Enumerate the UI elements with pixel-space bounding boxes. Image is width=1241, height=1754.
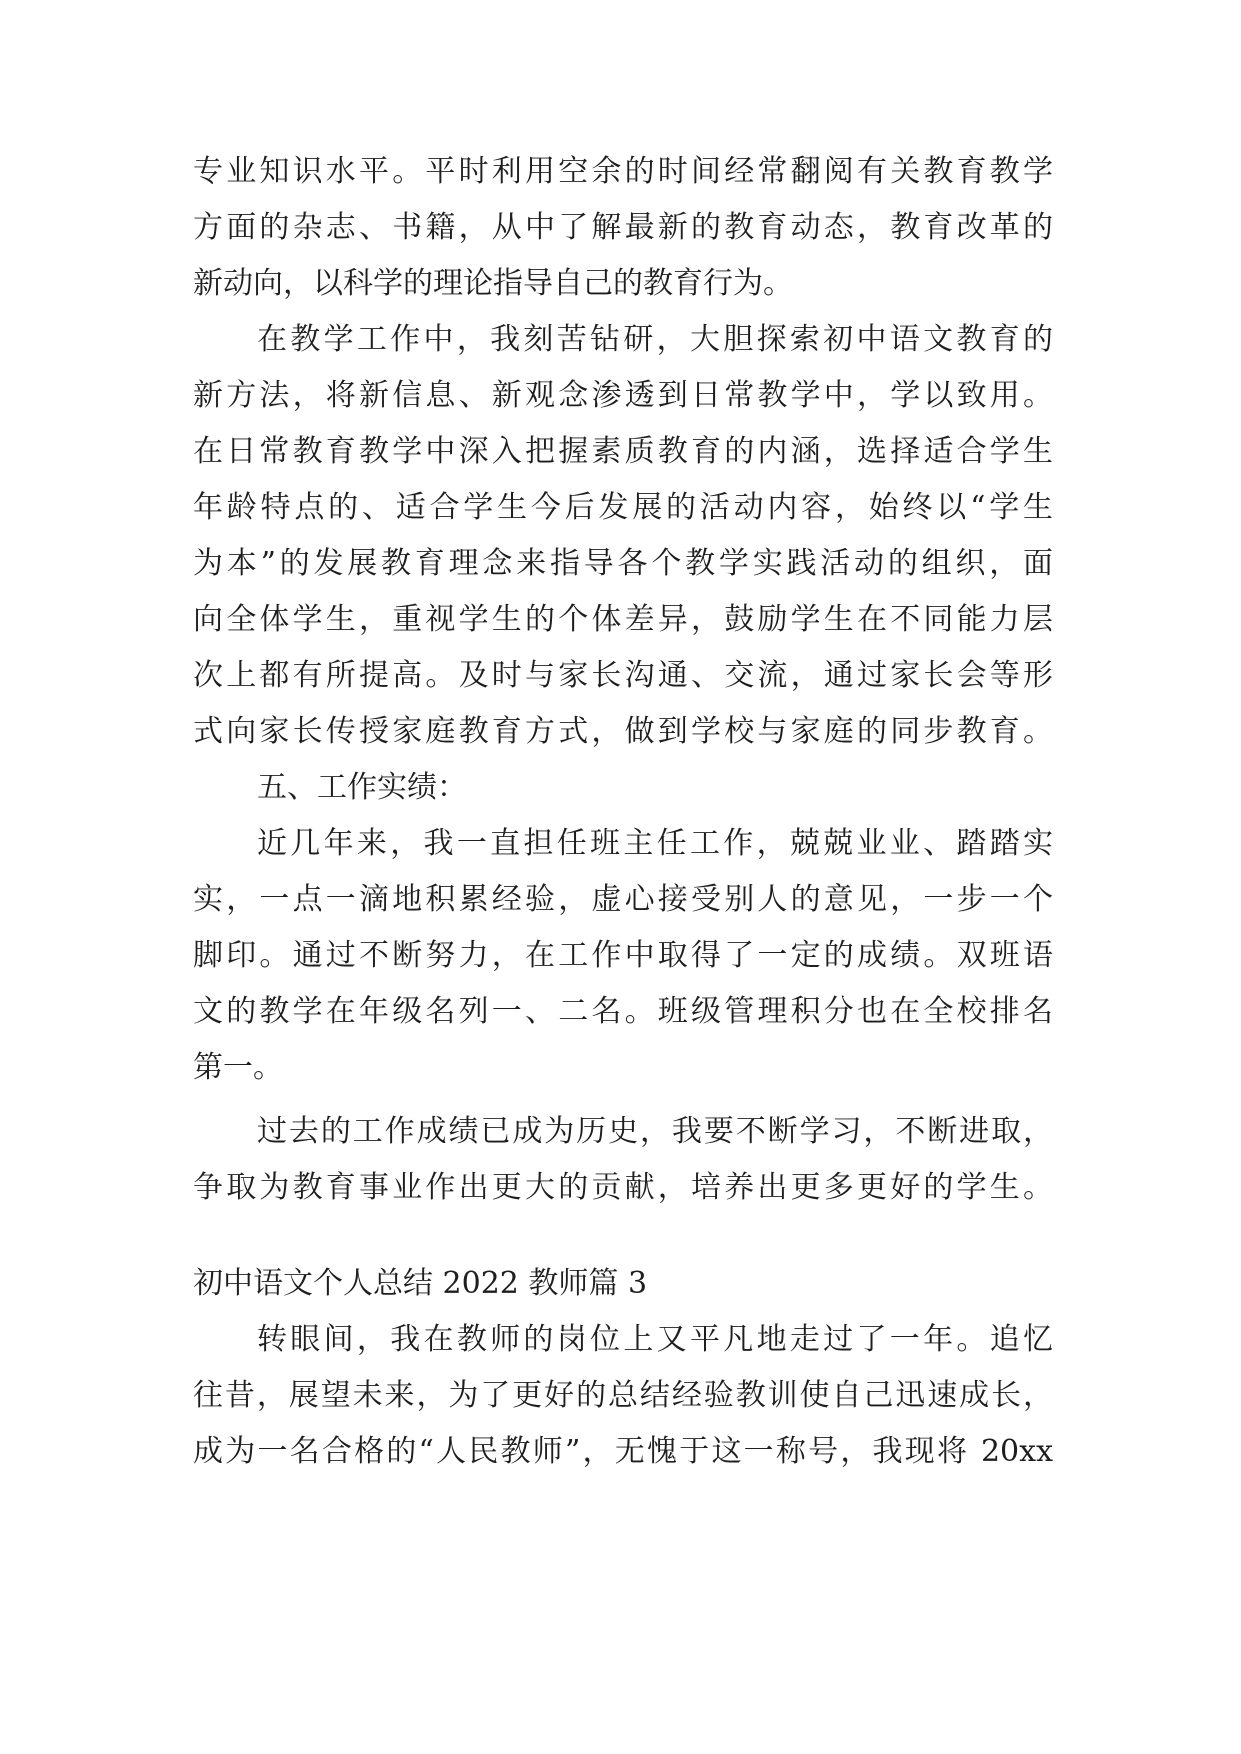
- text-line: 新动向，以科学的理论指导自己的教育行为。: [193, 266, 793, 301]
- text-line: 次上都有所提高。及时与家长沟通、交流，通过家长会等形: [193, 658, 1053, 693]
- text-line: 专业知识水平。平时利用空余的时间经常翻阅有关教育教学: [193, 154, 1053, 189]
- text-line: 往昔，展望未来，为了更好的总结经验教训使自己迅速成长，: [193, 1378, 1053, 1413]
- text-line: 在日常教育教学中深入把握素质教育的内涵，选择适合学生: [193, 434, 1053, 469]
- text-line: 争取为教育事业作出更大的贡献，培养出更多更好的学生。: [193, 1170, 1053, 1205]
- text-line: 式向家长传授家庭教育方式，做到学校与家庭的同步教育。: [193, 714, 1053, 749]
- text-line: 为本”的发展教育理念来指导各个教学实践活动的组织，面: [193, 546, 1053, 581]
- section-title: 初中语文个人总结 2022 教师篇 3: [193, 1266, 648, 1301]
- paragraph-first-line: 转眼间，我在教师的岗位上又平凡地走过了一年。追忆: [257, 1322, 1053, 1357]
- text-line: 方面的杂志、书籍，从中了解最新的教育动态，教育改革的: [193, 210, 1053, 245]
- paragraph-first-line: 近几年来，我一直担任班主任工作，兢兢业业、踏踏实: [257, 826, 1053, 861]
- text-line: 新方法，将新信息、新观念渗透到日常教学中，学以致用。: [193, 378, 1053, 413]
- text-line: 文的教学在年级名列一、二名。班级管理积分也在全校排名: [193, 994, 1053, 1029]
- text-line: 第一。: [193, 1050, 283, 1085]
- subheading-line: 五、工作实绩：: [257, 770, 467, 805]
- paragraph-first-line: 在教学工作中，我刻苦钻研，大胆探索初中语文教育的: [257, 322, 1053, 357]
- text-line: 成为一名合格的“人民教师”，无愧于这一称号，我现将 20xx: [193, 1434, 1053, 1469]
- text-line: 脚印。通过不断努力，在工作中取得了一定的成绩。双班语: [193, 938, 1053, 973]
- text-line: 年龄特点的、适合学生今后发展的活动内容，始终以“学生: [193, 490, 1053, 525]
- text-line: 实，一点一滴地积累经验，虚心接受别人的意见，一步一个: [193, 882, 1053, 917]
- text-line: 向全体学生，重视学生的个体差异，鼓励学生在不同能力层: [193, 602, 1053, 637]
- paragraph-first-line: 过去的工作成绩已成为历史，我要不断学习，不断进取，: [257, 1114, 1053, 1149]
